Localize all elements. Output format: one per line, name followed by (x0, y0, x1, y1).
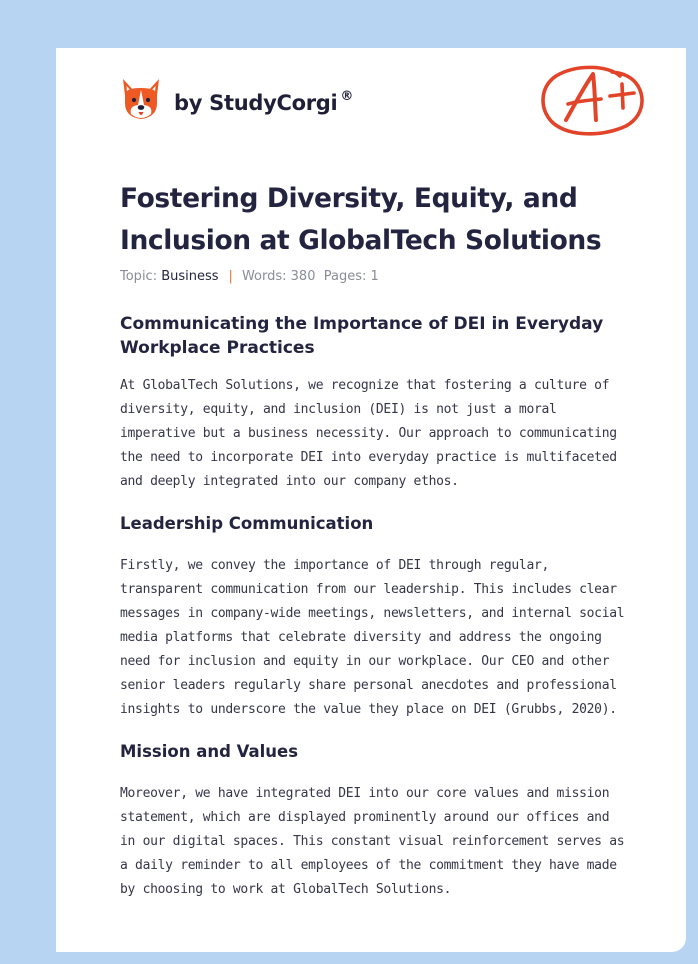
meta-separator: | (228, 269, 233, 284)
grade-badge (538, 60, 650, 140)
grade-a-plus-icon (538, 60, 650, 140)
pages-label: Pages: (323, 269, 367, 284)
words-label: Words: (241, 269, 287, 284)
section-paragraph: Moreover, we have integrated DEI into our core values and mission statement, which are displayed prominently around our offices and in our digital spaces. This constant visual reinforcement serves as a daily reminder to all employees of the commitment they have made by choosing to work at GlobalTech Solutions. (120, 786, 625, 897)
document-body (120, 312, 630, 920)
corgi-icon (120, 77, 162, 123)
section-paragraph: Firstly, we convey the importance of DEI through regular, transparent communication from our leadership. This includes clear messages in company-wide meetings, newsletters, and internal social media platforms that celebrate diversity and address the ongoing need for inclusion and equity in our workplace. Our CEO and other senior leaders regularly share personal anecdotes and professional insights to underscore the value they place on DEI (Grubbs, 2020). (120, 558, 625, 717)
document-page (56, 48, 686, 952)
section-paragraph: At GlobalTech Solutions, we recognize that fostering a culture of diversity, equity, and inclusion (DEI) is not just a moral imperative but a business necessity. Our approach to communicating the need to incorporate DEI into everyday practice is multifaceted and deeply integrated into our company ethos. (120, 378, 617, 489)
pages-value: 1 (370, 269, 379, 284)
section-heading: Mission and Values (120, 742, 299, 761)
topic-value[interactable]: Business (161, 269, 219, 284)
page-title: Fostering Diversity, Equity, and Inclusion at GlobalTech Solutions (120, 183, 602, 256)
topic-label: Topic: (120, 269, 158, 284)
section-heading: Leadership Communication (120, 514, 374, 533)
studycorgi-logo[interactable] (120, 76, 353, 124)
brand-name: by StudyCorgi ® (174, 89, 354, 115)
registered-mark: ® (340, 89, 354, 104)
words-value: 380 (290, 269, 316, 284)
section-heading: Communicating the Importance of DEI in Everyday Workplace Practices (120, 314, 604, 358)
document-meta (120, 269, 379, 284)
